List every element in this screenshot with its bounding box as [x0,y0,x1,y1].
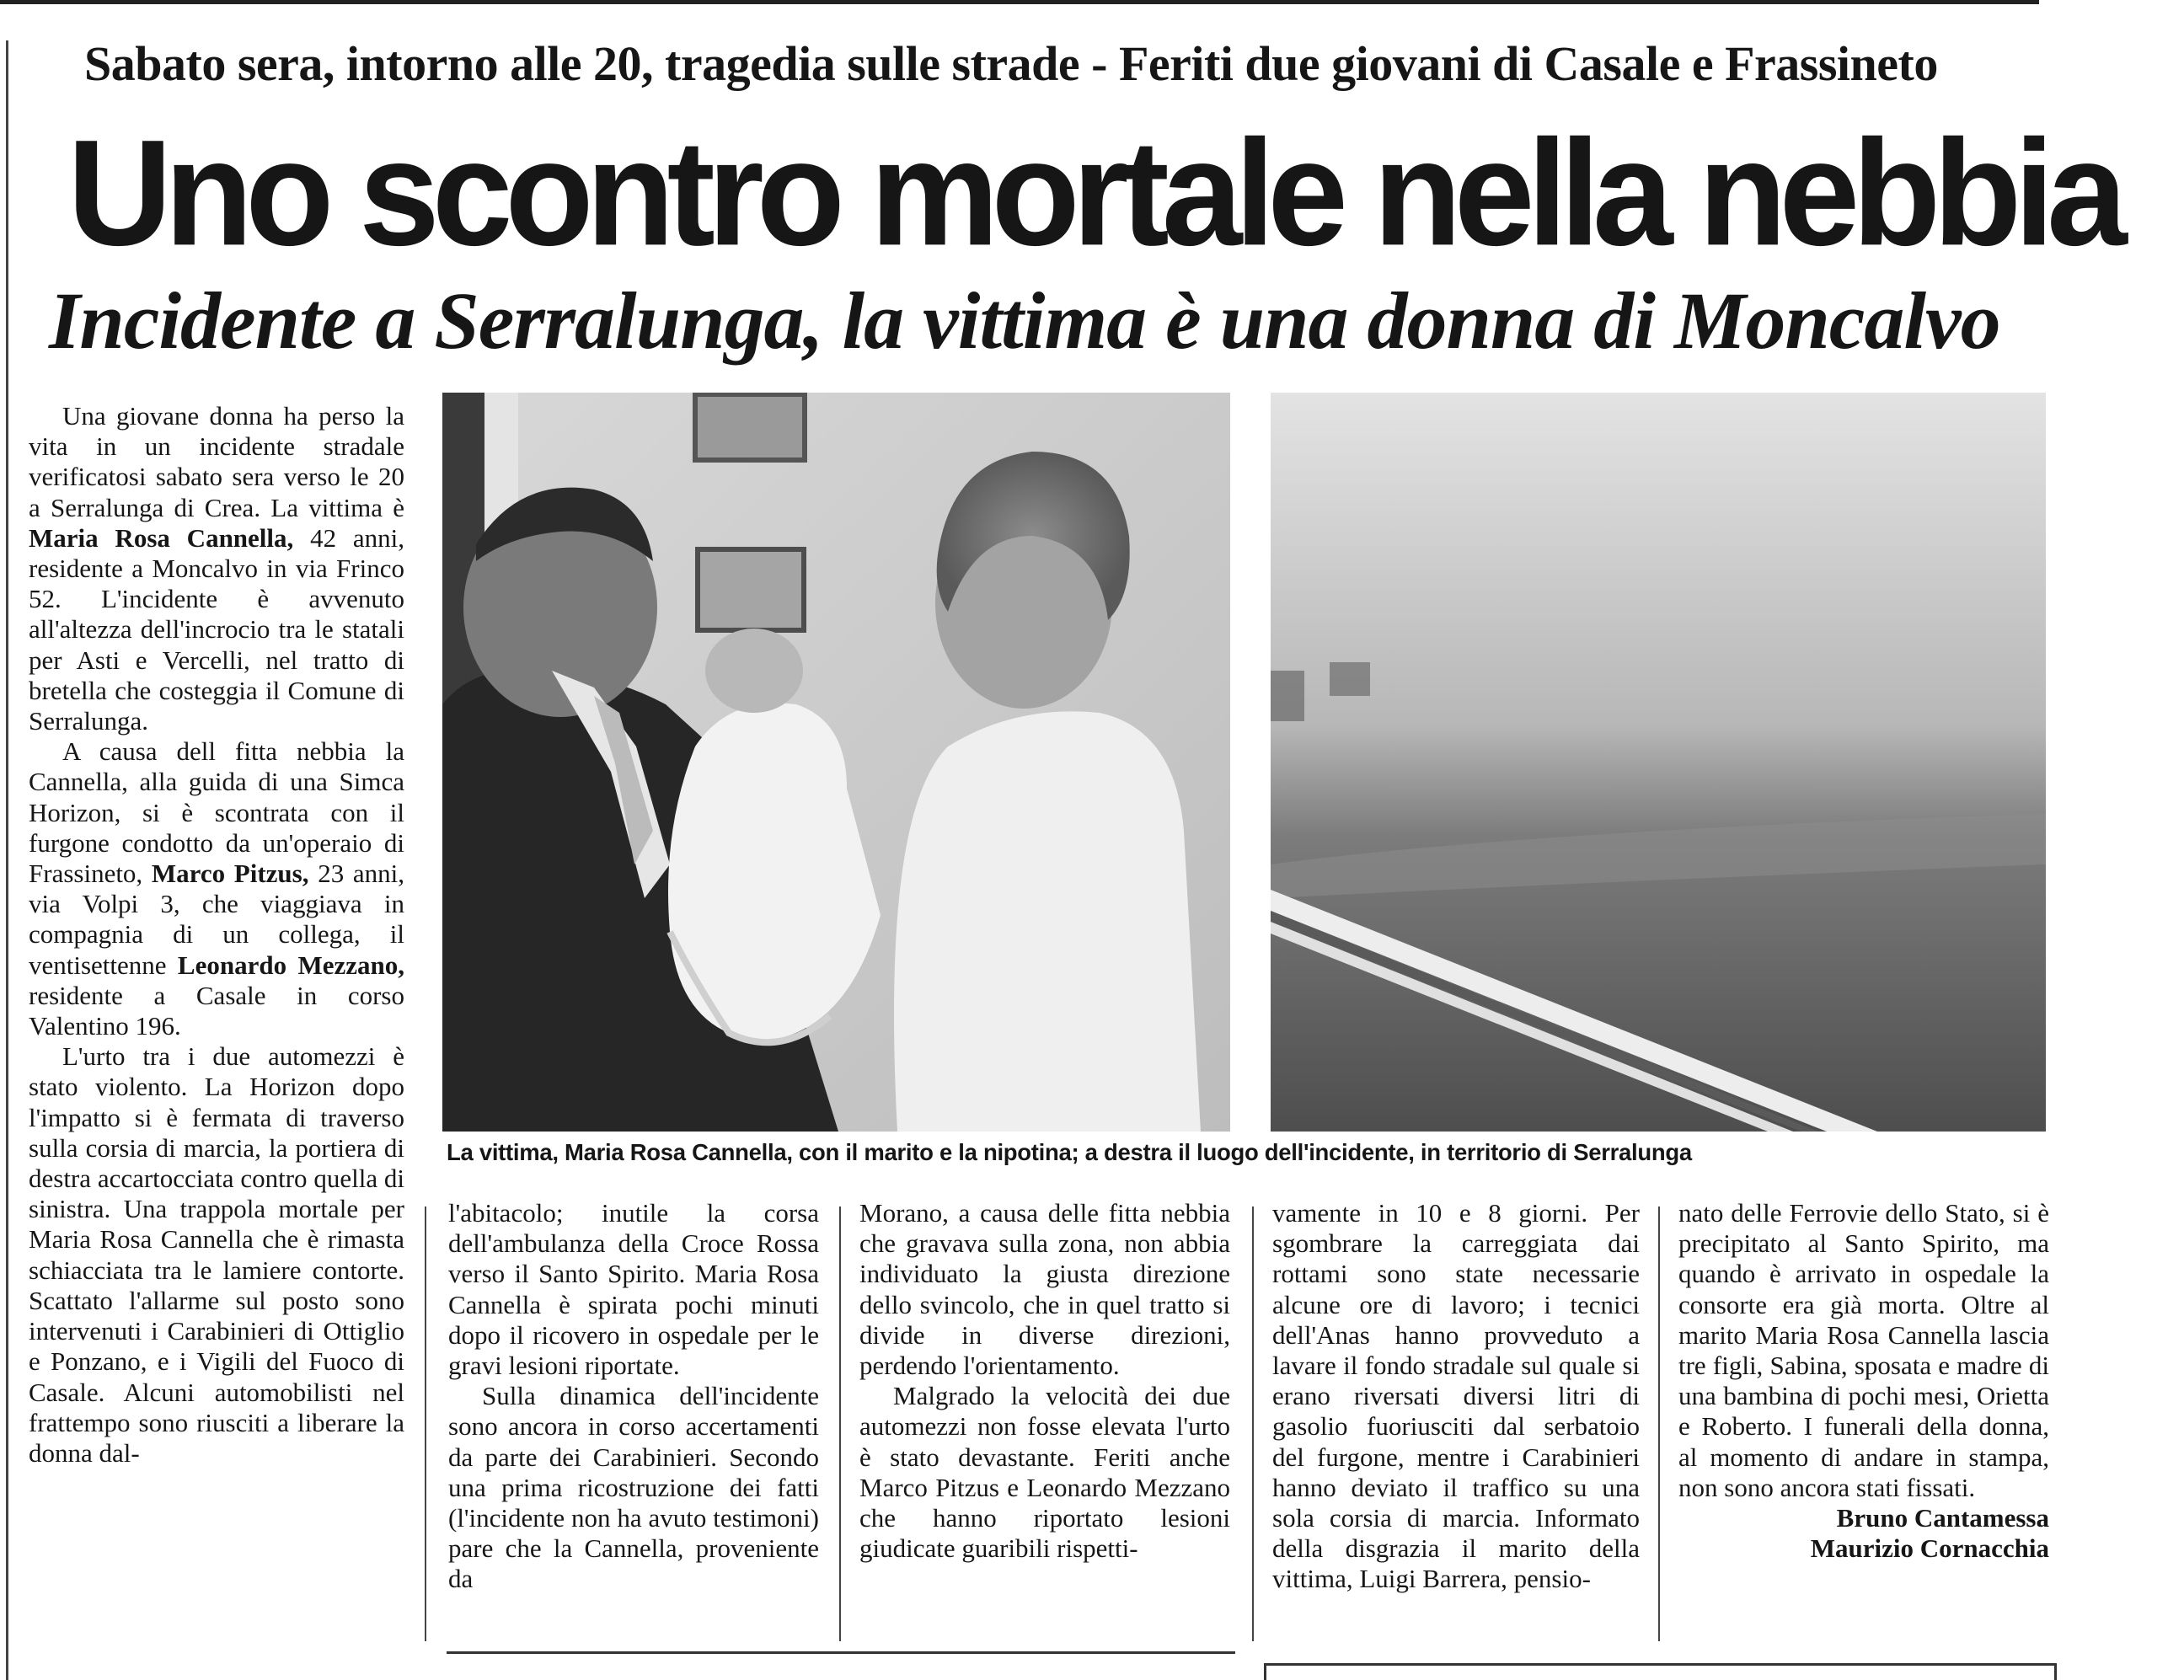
family-photo [442,393,1230,1132]
column-divider [839,1206,841,1641]
top-rule [0,0,2039,4]
byline-author-1: Bruno Cantamessa [1836,1503,2049,1533]
bottom-rule [447,1651,1235,1654]
passenger-name: Leonardo Mezzano, [177,950,404,980]
driver-name: Marco Pitzus, [151,859,309,889]
bottom-right-box-rule [1264,1663,2056,1666]
headline: Uno scontro mortale nella nebbia [67,109,2120,277]
bottom-right-box-edge [2054,1663,2057,1680]
family-photo-image [442,393,1230,1132]
bottom-right-box-edge [1264,1663,1266,1680]
col2-paragraph-1: l'abitacolo; inutile la corsa dell'ambulanza della Croce Rossa verso il Santo Spirito. Maria Rosa Cannella è spirata pochi minuti dopo il ricovero in ospedale per le gravi lesioni riportate. [448,1198,819,1381]
col1-text: Una giovane donna ha perso la vita in un incidente stradale verificatosi sabato sera verso le 20 a Serralunga di Crea. La vittima è [29,401,404,522]
accident-site-image [1271,393,2046,1132]
article-column-2 [448,1198,819,1595]
col1-paragraph-3: L'urto tra i due automezzi è stato violento. La Horizon dopo l'impatto si è fermata di traverso sulla corsia di marcia, la portiera di destra accartocciata contro quella di sinistra. Una trappola mortale per Maria Rosa Cannella che è rimasta schiacciata tra le lamiere contorte. Scattato l'allarme sul posto sono intervenuti i Carabinieri di Ottiglio e Ponzano, e i Vigili del Fuoco di Casale. Alcuni automobilisti nel frattempo sono riusciti a liberare la donna dal- [29,1041,404,1468]
subhead: Incidente a Serralunga, la vittima è una donna di Moncalvo [49,276,2000,366]
col2-paragraph-2: Sulla dinamica dell'incidente sono ancora in corso accertamenti da parte dei Carabinieri. Secondo una prima ricostruzione dei fatti (l'incidente non ha avuto testimoni) pare che la Cannella, proveniente da [448,1381,819,1594]
col5-paragraph-1: nato delle Ferrovie dello Stato, si è precipitato al Santo Spirito, ma quando è arrivato in ospedale la consorte era già morta. Oltre al marito Maria Rosa Cannella lascia tre figli, Sabina, sposata e madre di una bambina di pochi mesi, Orietta e Roberto. I funerali della donna, al momento di andare in stampa, non sono ancora stati fissati. [1678,1198,2049,1502]
column-divider [1658,1206,1660,1641]
col1-paragraph-1 [29,401,404,736]
col4-paragraph-1: vamente in 10 e 8 giorni. Per sgombrare la carreggiata dai rottami sono state necessarie alcune ore di lavoro; i tecnici dell'Anas hanno provveduto a lavare il fondo stradale sul quale si erano riversati diversi litri di gasolio fuoriusciti dal serbatoio del furgone, mentre i Carabinieri hanno deviato il traffico su una sola corsia di marcia. Informato della disgrazia il marito della vittima, Luigi Barrera, pensio- [1272,1198,1640,1594]
left-rule [6,40,8,1680]
victim-name: Maria Rosa Cannella, [29,522,294,553]
article-column-4 [1272,1198,1640,1595]
col1-text: A causa dell fitta nebbia la Cannella, alla guida di una Simca Horizon, si è scontrata con il furgone condotto da un'operaio di Frassineto, [29,736,404,889]
photo-caption: La vittima, Maria Rosa Cannella, con il marito e la nipotina; a destra il luogo dell'incidente, in territorio di Serralunga [447,1139,1692,1165]
col3-paragraph-2: Malgrado la velocità dei due automezzi non fosse elevata l'urto è stato devastante. Feriti anche Marco Pitzus e Leonardo Mezzano che hanno riportato lesioni giudicate guaribili rispetti- [859,1381,1230,1564]
byline-author-2: Maurizio Cornacchia [1810,1533,2049,1564]
col3-paragraph-1: Morano, a causa delle fitta nebbia che gravava sulla zona, non abbia individuato la giusta direzione dello svincolo, che in quel tratto si divide in diverse direzioni, perdendo l'orientamento. [859,1198,1230,1381]
column-divider [425,1206,426,1641]
col1-text: 23 anni, via Volpi 3, che viaggiava in compagnia di un collega, il ventisettenne [29,859,405,980]
col1-text: residente a Casale in corso Valentino 196. [29,980,404,1041]
article-column-3 [859,1198,1230,1564]
col1-text: 42 anni, residente a Moncalvo in via Frinco 52. L'incidente è avvenuto all'altezza dell'incrocio tra le statali per Asti e Vercelli, nel tratto di bretella che costeggia il Comune di Serralunga. [29,522,404,736]
accident-site-photo [1271,393,2046,1132]
kicker: Sabato sera, intorno alle 20, tragedia sulle strade - Feriti due giovani di Casale e Frassineto [84,36,1938,91]
article-column-5 [1678,1198,2049,1564]
article-column-1 [29,401,404,1469]
col1-paragraph-2 [29,736,404,1041]
column-divider [1252,1206,1254,1641]
